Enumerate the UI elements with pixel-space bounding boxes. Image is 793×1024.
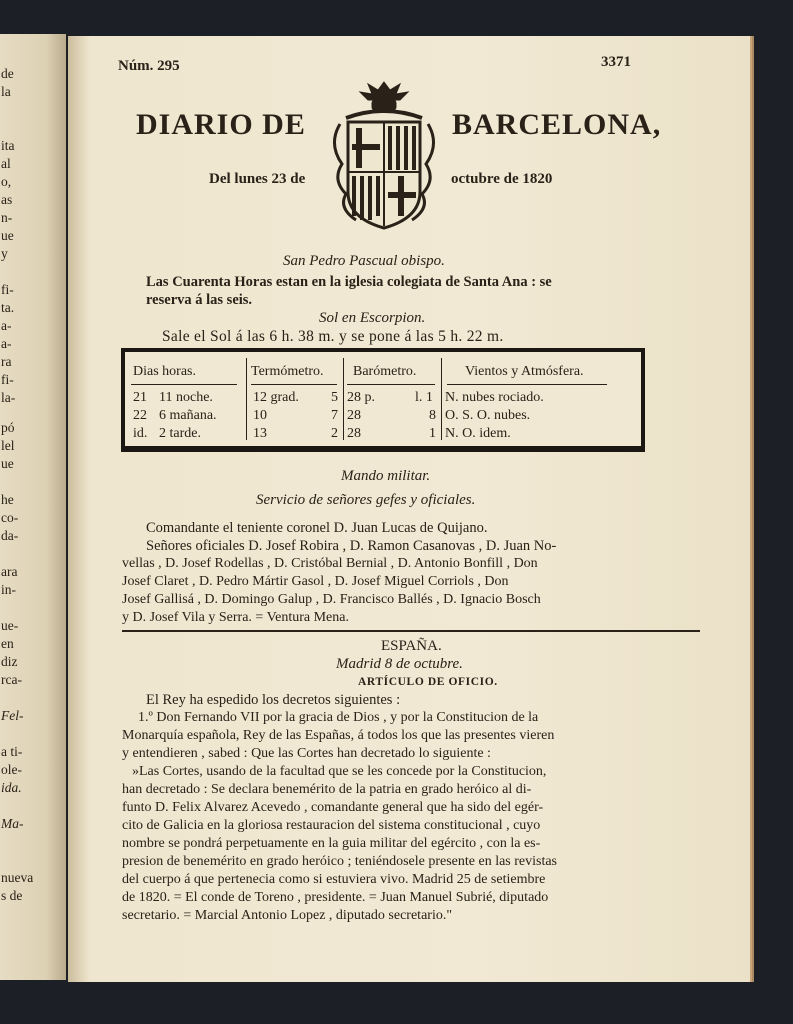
espana-line: »Las Cortes, usando de la facultad que se les concede por la Constitucion, xyxy=(132,764,547,779)
left-page-fragment: he xyxy=(1,492,14,507)
left-page-fragment: a- xyxy=(1,336,12,351)
mando-subheading: Servicio de señores gefes y oficiales. xyxy=(256,492,476,508)
weather-cell-term2: 5 xyxy=(331,390,338,405)
espana-line: han decretado : Se declara benemérito de la patria en grado heróico al di- xyxy=(122,782,532,797)
weather-cell-viento: N. O. idem. xyxy=(445,426,511,441)
espana-line: 1.º Don Fernando VII por la gracia de Dios , y por la Constitucion de la xyxy=(138,710,539,725)
mando-line: Josef Claret , D. Pedro Mártir Gasol , D. Josef Miguel Corriols , Don xyxy=(122,574,509,589)
espana-line: El Rey ha espedido los decretos siguientes : xyxy=(146,692,401,708)
left-page-fragment: Ma- xyxy=(1,816,24,831)
left-page-fragment: la xyxy=(1,84,11,99)
date-left: Del lunes 23 de xyxy=(209,171,306,187)
weather-cell-bar2: 1 xyxy=(429,426,436,441)
espana-line: presion de benemérito en grado heróico ; teniéndosele presente en las revistas xyxy=(122,854,558,869)
date-right: octubre de 1820 xyxy=(451,171,553,187)
section-rule xyxy=(122,630,700,632)
left-page-fragment: pó xyxy=(1,420,15,435)
left-page-fragment: a- xyxy=(1,318,12,333)
weather-header-barometro: Barómetro. xyxy=(353,364,417,379)
weather-cell-bar: 28 xyxy=(347,426,361,441)
weather-cell-term2: 7 xyxy=(331,408,338,423)
left-page-margin xyxy=(0,34,66,980)
weather-header-termometro: Termómetro. xyxy=(251,364,324,379)
left-page-fragment: ara xyxy=(1,564,18,579)
espana-line: del cuerpo á que pertenecia como si estuviera vivo. Madrid 25 de setiembre xyxy=(122,872,546,887)
left-page-fragment: rca- xyxy=(1,672,22,687)
left-page-fragment: en xyxy=(1,636,14,651)
masthead-title-left: DIARIO DE xyxy=(136,108,306,141)
left-page-fragment: in- xyxy=(1,582,16,597)
left-page-fragment: ole- xyxy=(1,762,22,777)
mando-line: Josef Gallisá , D. Domingo Galup , D. Francisco Ballés , D. Ignacio Bosch xyxy=(122,592,541,607)
weather-cell-term: 13 xyxy=(253,426,267,441)
left-page-fragment: n- xyxy=(1,210,13,225)
left-page-fragment: Fel- xyxy=(1,708,24,723)
weather-cell-viento: O. S. O. nubes. xyxy=(445,408,531,423)
issue-number: Núm. 295 xyxy=(118,58,180,74)
mando-line: Comandante el teniente coronel D. Juan Lucas de Quijano. xyxy=(146,520,488,536)
weather-cell-viento: N. nubes rociado. xyxy=(445,390,544,405)
left-page-fragment: ida. xyxy=(1,780,22,795)
espana-line: y entendieren , sabed : Que las Cortes han decretado lo siguiente : xyxy=(122,746,491,761)
weather-table xyxy=(121,348,645,452)
left-page-fragment: lel xyxy=(1,438,15,453)
left-page-fragment: de xyxy=(1,66,14,81)
folio-number: 3371 xyxy=(601,54,631,70)
left-page-fragment: ue xyxy=(1,228,14,243)
weather-cell-bar: 28 xyxy=(347,408,361,423)
mando-line: vellas , D. Josef Rodellas , D. Cristóbal Bernial , D. Antonio Bonfill , Don xyxy=(122,556,538,571)
left-page-fragment: nueva xyxy=(1,870,34,885)
left-page-fragment: ue- xyxy=(1,618,19,633)
left-page-fragment: la- xyxy=(1,390,16,405)
weather-cell-hora: 6 mañana. xyxy=(159,408,217,423)
notice-line: Las Cuarenta Horas estan en la iglesia colegiata de Santa Ana : se xyxy=(146,274,552,290)
left-page-fragment: ra xyxy=(1,354,12,369)
left-page-fragment: ue xyxy=(1,456,14,471)
coat-of-arms-icon xyxy=(326,76,442,236)
weather-cell-bar2: 8 xyxy=(429,408,436,423)
weather-cell-term2: 2 xyxy=(331,426,338,441)
left-page-fragment: da- xyxy=(1,528,19,543)
left-page-fragment: s de xyxy=(1,888,23,903)
espana-line: secretario. = Marcial Antonio Lopez , diputado secretario." xyxy=(122,908,453,923)
weather-cell-bar: 28 p. xyxy=(347,390,375,405)
left-page-fragment: ta. xyxy=(1,300,15,315)
weather-cell-hora: 11 noche. xyxy=(159,390,213,405)
left-page-fragment: o, xyxy=(1,174,12,189)
weather-cell-term: 12 grad. xyxy=(253,390,299,405)
masthead-title-right: BARCELONA, xyxy=(452,108,662,141)
sol-heading: Sol en Escorpion. xyxy=(319,310,426,326)
notice-line: reserva á las seis. xyxy=(146,292,253,308)
left-page-fragment: fi- xyxy=(1,372,14,387)
left-page-fragment: y xyxy=(1,246,8,261)
left-page-fragment: diz xyxy=(1,654,18,669)
weather-header-vientos: Vientos y Atmósfera. xyxy=(465,364,584,379)
mando-line: Señores oficiales D. Josef Robira , D. Ramon Casanovas , D. Juan No- xyxy=(146,538,557,554)
weather-cell-term: 10 xyxy=(253,408,267,423)
left-page-fragment: a ti- xyxy=(1,744,23,759)
mando-heading: Mando militar. xyxy=(341,468,431,484)
espana-line: Monarquía española, Rey de las Españas, á todos los que las presentes vieren xyxy=(122,728,555,743)
mando-line: y D. Josef Vila y Serra. = Ventura Mena. xyxy=(122,610,349,625)
weather-cell-dia: 21 xyxy=(133,390,147,405)
weather-header-dias: Dias horas. xyxy=(133,364,196,379)
espana-line: de 1820. = El conde de Toreno , presidente. = Juan Manuel Subrié, diputado xyxy=(122,890,549,905)
left-page-fragment: co- xyxy=(1,510,19,525)
left-page-fragment: as xyxy=(1,192,13,207)
articulo-de-oficio: ARTÍCULO DE OFICIO. xyxy=(358,676,498,688)
saint-of-day: San Pedro Pascual obispo. xyxy=(283,253,445,269)
left-page-fragment: ita xyxy=(1,138,15,153)
weather-cell-bar2: l. 1 xyxy=(415,390,433,405)
weather-cell-hora: 2 tarde. xyxy=(159,426,201,441)
espana-line: nombre se pondrá perpetuamente en la guia militar del egército , con la es- xyxy=(122,836,541,851)
weather-cell-dia: id. xyxy=(133,426,148,441)
sunrise-sunset-line: Sale el Sol á las 6 h. 38 m. y se pone á las 5 h. 22 m. xyxy=(162,328,504,345)
espana-dateline: Madrid 8 de octubre. xyxy=(336,656,463,672)
weather-cell-dia: 22 xyxy=(133,408,147,423)
newspaper-page xyxy=(68,36,750,982)
left-page-fragment: al xyxy=(1,156,11,171)
espana-line: cito de Galicia en la gloriosa restauracion del sistema constitucional , cuyo xyxy=(122,818,541,833)
espana-line: funto D. Felix Alvarez Acevedo , comandante general que ha sido del egér- xyxy=(122,800,544,815)
left-page-fragment: fi- xyxy=(1,282,14,297)
espana-heading: ESPAÑA. xyxy=(381,638,442,654)
